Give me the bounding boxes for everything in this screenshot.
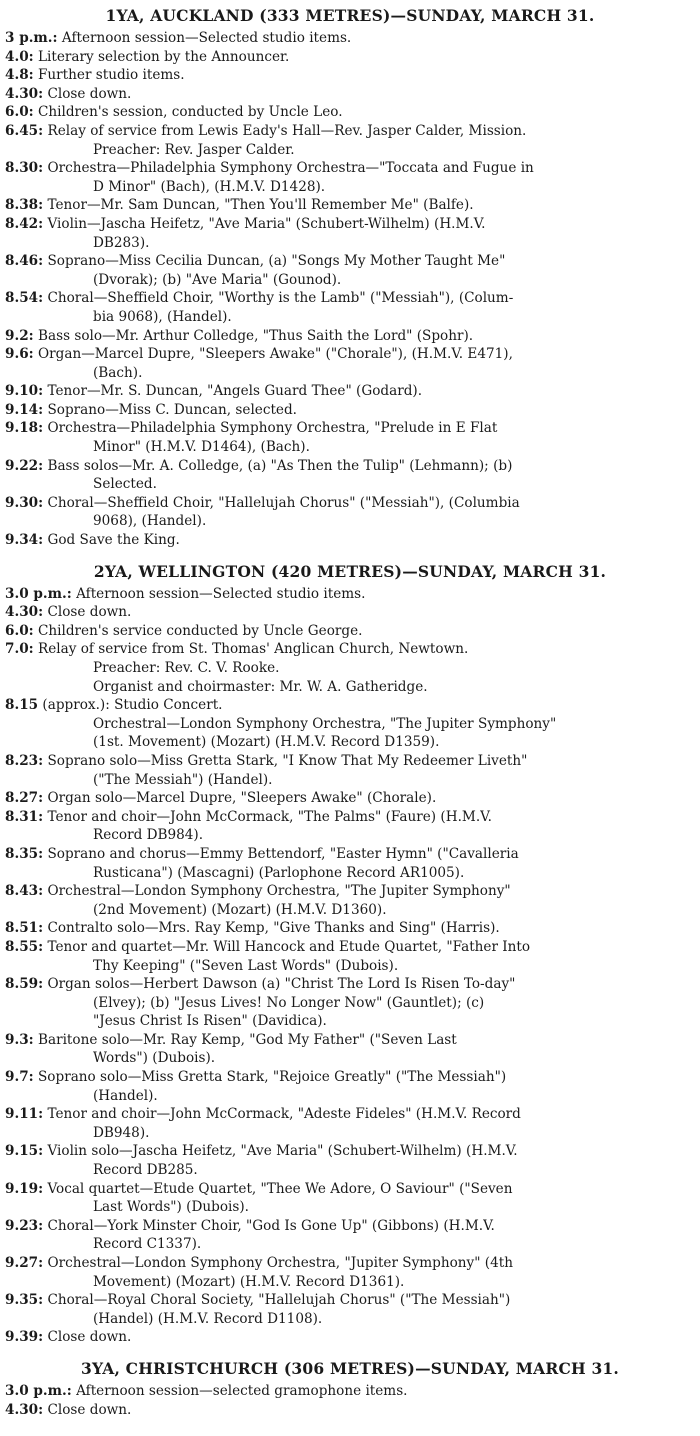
entry-text: Tenor—Mr. Sam Duncan, "Then You'll Remember Me" (Balfe). xyxy=(43,197,474,214)
entry-continuation: Preacher: Rev. C. V. Rooke. xyxy=(93,660,280,676)
entry-first-line xyxy=(5,808,695,827)
entry-text: Orchestral—London Symphony Orchestra, "The Jupiter Symphony" xyxy=(43,883,511,900)
entry-continuation: Words") (Dubois). xyxy=(93,1050,216,1067)
entry-continuation: ("The Messiah") (Handel). xyxy=(93,771,273,788)
entry-time: 8.55: xyxy=(5,938,44,955)
entry-time: 8.38: xyxy=(5,197,44,214)
entry-time: 8.35: xyxy=(5,845,44,862)
entry-time: 8.43: xyxy=(5,883,44,900)
entry-text: Violin solo—Jascha Heifetz, "Ave Maria" (Schubert-Wilhelm) (H.M.V. xyxy=(43,1143,518,1160)
entry-text: Choral—Sheffield Choir, "Worthy is the Lamb" ("Messiah"), (Colum- xyxy=(43,290,514,307)
entry-text: (approx.): Studio Concert. xyxy=(38,697,223,714)
entry-continuation: Thy Keeping" ("Seven Last Words" (Dubois). xyxy=(93,957,399,974)
entry-first-line xyxy=(5,66,695,85)
entry-first-line xyxy=(5,1105,695,1124)
program-entry xyxy=(5,382,695,401)
entry-continuation: Selected. xyxy=(93,476,157,493)
station-heading: 2YA, WELLINGTON (420 METRES)—SUNDAY, MARCH 31. xyxy=(93,561,607,581)
entry-time: 8.31: xyxy=(5,808,44,825)
entry-text: Literary selection by the Announcer. xyxy=(33,48,290,65)
entry-first-line xyxy=(5,1068,695,1087)
program-entry xyxy=(5,85,695,104)
entry-first-line xyxy=(5,196,695,215)
entry-continuation: Last Words") (Dubois). xyxy=(93,1199,249,1216)
entry-first-line xyxy=(5,1401,695,1420)
entry-continuation: bia 9068), (Handel). xyxy=(93,308,232,325)
program-entry xyxy=(5,327,695,346)
program-entry xyxy=(5,196,695,215)
station-section xyxy=(5,562,695,1347)
entry-time: 9.3: xyxy=(5,1031,34,1048)
entry-text: Close down. xyxy=(43,1329,132,1346)
program-entry xyxy=(5,1382,695,1401)
entry-time: 8.42: xyxy=(5,215,44,232)
entry-text: Bass solo—Mr. Arthur Colledge, "Thus Saith the Lord" (Spohr). xyxy=(33,327,474,344)
entry-first-line xyxy=(5,938,695,957)
entry-time: 6.45: xyxy=(5,122,44,139)
entry-continuation: (Dvorak); (b) "Ave Maria" (Gounod). xyxy=(93,271,342,288)
program-entry xyxy=(5,29,695,48)
entry-first-line xyxy=(5,531,695,550)
program-entry xyxy=(5,919,695,938)
entry-first-line xyxy=(5,103,695,122)
entry-time: 3.0 p.m.: xyxy=(5,1382,72,1399)
program-entry xyxy=(5,1180,695,1217)
entry-first-line xyxy=(5,29,695,48)
entry-continuation: 9068), (Handel). xyxy=(93,513,207,530)
program-entry xyxy=(5,159,695,196)
entry-time: 9.27: xyxy=(5,1255,44,1271)
entry-continuation: Rusticana") (Mascagni) (Parlophone Record AR1005). xyxy=(93,864,465,881)
station-section xyxy=(5,1359,695,1419)
entry-time: 9.39: xyxy=(5,1329,44,1346)
entry-text: Relay of service from Lewis Eady's Hall—Rev. Jasper Calder, Mission. xyxy=(43,122,527,139)
entry-time: 9.18: xyxy=(5,420,44,437)
program-entry xyxy=(5,401,695,420)
program-entry xyxy=(5,215,695,252)
entry-text: Soprano—Miss C. Duncan, selected. xyxy=(43,401,297,418)
program-entry xyxy=(5,808,695,845)
program-entry xyxy=(5,457,695,494)
entry-time: 8.54: xyxy=(5,290,44,307)
entry-text: Afternoon session—Selected studio items. xyxy=(57,30,352,46)
entry-first-line xyxy=(5,919,695,938)
entry-time: 3 p.m.: xyxy=(5,30,58,46)
entry-text: Contralto solo—Mrs. Ray Kemp, "Give Thanks and Sing" (Harris). xyxy=(43,920,500,937)
program-entry xyxy=(5,1031,695,1068)
entry-time: 8.15 xyxy=(5,697,39,714)
entry-first-line xyxy=(5,1217,695,1236)
entry-continuation: Preacher: Rev. Jasper Calder. xyxy=(93,141,295,158)
program-entry xyxy=(5,1401,695,1420)
entry-text: Orchestral—London Symphony Orchestra, "Jupiter Symphony" (4th xyxy=(43,1255,513,1271)
entry-continuation: (Handel) (H.M.V. Record D1108). xyxy=(93,1310,323,1327)
entry-continuation: (2nd Movement) (Mozart) (H.M.V. D1360). xyxy=(93,901,387,918)
program-entry xyxy=(5,789,695,808)
entry-time: 8.51: xyxy=(5,920,44,937)
entry-text: Organ—Marcel Dupre, "Sleepers Awake" ("Chorale"), (H.M.V. E471), xyxy=(33,346,513,363)
entry-time: 3.0 p.m.: xyxy=(5,585,72,602)
entry-text: Vocal quartet—Etude Quartet, "Thee We Adore, O Saviour" ("Seven xyxy=(43,1180,513,1197)
entry-first-line xyxy=(5,122,695,141)
program-entry xyxy=(5,845,695,882)
entry-text: Choral—York Minster Choir, "God Is Gone Up" (Gibbons) (H.M.V. xyxy=(43,1217,495,1234)
entry-time: 8.27: xyxy=(5,790,44,807)
entry-text: Close down. xyxy=(43,85,132,102)
entry-first-line xyxy=(5,845,695,864)
entry-first-line xyxy=(5,585,695,604)
entry-text: Soprano—Miss Cecilia Duncan, (a) "Songs My Mother Taught Me" xyxy=(43,253,506,270)
entry-text: Organ solo—Marcel Dupre, "Sleepers Awake" (Chorale). xyxy=(43,790,437,807)
entry-continuation: DB283). xyxy=(93,234,150,251)
entry-time: 4.0: xyxy=(5,48,34,65)
program-entry xyxy=(5,622,695,641)
program-entry xyxy=(5,696,695,752)
entry-first-line xyxy=(5,327,695,346)
entry-time: 9.22: xyxy=(5,457,44,474)
program-entry xyxy=(5,585,695,604)
entry-time: 9.30: xyxy=(5,494,44,511)
entry-text: Children's session, conducted by Uncle Leo. xyxy=(33,104,343,121)
entry-text: Choral—Royal Choral Society, "Hallelujah Chorus" ("The Messiah") xyxy=(43,1292,511,1309)
entry-time: 9.14: xyxy=(5,401,44,418)
entry-time: 9.6: xyxy=(5,346,34,363)
program-entry xyxy=(5,938,695,975)
entry-first-line xyxy=(5,622,695,641)
entry-first-line xyxy=(5,252,695,271)
entry-time: 8.30: xyxy=(5,160,44,177)
program-entry xyxy=(5,103,695,122)
entry-text: Children's service conducted by Uncle George. xyxy=(33,622,363,639)
entry-time: 7.0: xyxy=(5,641,34,658)
entry-continuation: (Handel). xyxy=(93,1087,158,1104)
entry-continuation: "Jesus Christ Is Risen" (Davidica). xyxy=(93,1013,327,1030)
entry-time: 9.7: xyxy=(5,1069,34,1086)
entry-text: God Save the King. xyxy=(43,532,180,549)
entry-first-line xyxy=(5,215,695,234)
program-entry xyxy=(5,494,695,531)
program-entry xyxy=(5,1217,695,1254)
station-heading: 3YA, CHRISTCHURCH (306 METRES)—SUNDAY, MARCH 31. xyxy=(80,1358,620,1378)
entry-first-line xyxy=(5,159,695,178)
entry-text: Close down. xyxy=(43,604,132,621)
entry-time: 4.30: xyxy=(5,85,44,102)
entry-continuation: Organist and choirmaster: Mr. W. A. Gatheridge. xyxy=(93,678,428,695)
entry-text: Soprano solo—Miss Gretta Stark, "I Know That My Redeemer Liveth" xyxy=(43,752,528,769)
entry-first-line xyxy=(5,1180,695,1199)
entry-text: Choral—Sheffield Choir, "Hallelujah Chorus" ("Messiah"), (Columbia xyxy=(43,494,520,511)
entry-text: Baritone solo—Mr. Ray Kemp, "God My Father" ("Seven Last xyxy=(33,1031,457,1048)
entry-time: 9.10: xyxy=(5,383,44,400)
program-entry xyxy=(5,1328,695,1347)
entry-first-line xyxy=(5,1328,695,1347)
entry-first-line xyxy=(5,345,695,364)
entry-first-line xyxy=(5,603,695,622)
entry-text: Tenor and choir—John McCormack, "Adeste Fideles" (H.M.V. Record xyxy=(43,1106,521,1123)
program-entry xyxy=(5,252,695,289)
program-entry xyxy=(5,882,695,919)
entry-first-line xyxy=(5,419,695,438)
program-entry xyxy=(5,122,695,159)
entry-first-line xyxy=(5,1031,695,1050)
entry-first-line xyxy=(5,1382,695,1401)
program-entry xyxy=(5,640,695,696)
program-entry xyxy=(5,1291,695,1328)
station-section xyxy=(5,6,695,550)
entry-text: Bass solos—Mr. A. Colledge, (a) "As Then the Tulip" (Lehmann); (b) xyxy=(43,457,513,474)
entry-continuation: Minor" (H.M.V. D1464), (Bach). xyxy=(93,439,310,456)
station-listings xyxy=(5,6,695,1419)
program-entry xyxy=(5,1142,695,1179)
entry-text: Tenor—Mr. S. Duncan, "Angels Guard Thee" (Godard). xyxy=(43,383,423,400)
entry-time: 8.23: xyxy=(5,752,44,769)
program-entry xyxy=(5,345,695,382)
entry-text: Tenor and choir—John McCormack, "The Palms" (Faure) (H.M.V. xyxy=(43,808,492,825)
entry-first-line xyxy=(5,85,695,104)
entry-text: Afternoon session—Selected studio items. xyxy=(71,585,366,602)
entry-continuation: (Bach). xyxy=(93,364,143,381)
entry-time: 9.2: xyxy=(5,327,34,344)
program-entry xyxy=(5,48,695,67)
entry-time: 4.30: xyxy=(5,604,44,621)
station-heading: 1YA, AUCKLAND (333 METRES)—SUNDAY, MARCH 31. xyxy=(105,6,595,25)
program-entry xyxy=(5,531,695,550)
entry-text: Violin—Jascha Heifetz, "Ave Maria" (Schubert-Wilhelm) (H.M.V. xyxy=(43,215,486,232)
entry-time: 9.15: xyxy=(5,1143,44,1160)
entry-first-line xyxy=(5,1291,695,1310)
entry-continuation: Record DB984). xyxy=(93,827,204,844)
entry-continuation: Movement) (Mozart) (H.M.V. Record D1361). xyxy=(93,1273,405,1290)
entry-continuation: D Minor" (Bach), (H.M.V. D1428). xyxy=(93,178,326,195)
entry-first-line xyxy=(5,789,695,808)
entry-text: Organ solos—Herbert Dawson (a) "Christ The Lord Is Risen To-day" xyxy=(43,976,516,993)
entry-first-line xyxy=(5,48,695,67)
section-spacer xyxy=(5,550,695,558)
entry-first-line xyxy=(5,382,695,401)
entry-text: Orchestra—Philadelphia Symphony Orchestra, "Prelude in E Flat xyxy=(43,420,498,437)
program-entry xyxy=(5,1105,695,1142)
entry-text: Soprano solo—Miss Gretta Stark, "Rejoice Greatly" ("The Messiah") xyxy=(33,1069,507,1086)
program-entry xyxy=(5,66,695,85)
entry-time: 8.59: xyxy=(5,976,44,993)
entry-continuation: Orchestral—London Symphony Orchestra, "The Jupiter Symphony" xyxy=(93,715,557,732)
program-entry xyxy=(5,419,695,456)
entry-time: 6.0: xyxy=(5,622,34,639)
section-spacer xyxy=(5,1347,695,1355)
entry-first-line xyxy=(5,289,695,308)
entry-first-line xyxy=(5,1254,695,1273)
entry-time: 6.0: xyxy=(5,104,34,121)
entry-time: 9.23: xyxy=(5,1217,44,1234)
entry-time: 8.46: xyxy=(5,253,44,270)
entry-first-line xyxy=(5,494,695,513)
entry-time: 9.19: xyxy=(5,1180,44,1197)
entry-time: 4.30: xyxy=(5,1401,44,1418)
entry-first-line xyxy=(5,1142,695,1161)
entry-continuation: Record DB285. xyxy=(93,1162,198,1179)
program-entry xyxy=(5,975,695,1031)
program-entry xyxy=(5,1254,695,1291)
entry-text: Close down. xyxy=(43,1401,132,1418)
entry-continuation: Record C1337). xyxy=(93,1236,202,1253)
entry-text: Further studio items. xyxy=(33,67,185,84)
entry-text: Tenor and quartet—Mr. Will Hancock and Etude Quartet, "Father Into xyxy=(43,938,531,955)
entry-time: 9.34: xyxy=(5,532,44,549)
program-entry xyxy=(5,752,695,789)
program-entry xyxy=(5,289,695,326)
entry-text: Relay of service from St. Thomas' Anglican Church, Newtown. xyxy=(33,641,469,658)
entry-continuation: (Elvey); (b) "Jesus Lives! No Longer Now" (Gauntlet); (c) xyxy=(93,994,485,1011)
entry-text: Orchestra—Philadelphia Symphony Orchestra—"Toccata and Fugue in xyxy=(43,160,534,177)
entry-first-line xyxy=(5,882,695,901)
entry-continuation: DB948). xyxy=(93,1124,150,1141)
entry-time: 9.11: xyxy=(5,1106,44,1123)
entry-text: Soprano and chorus—Emmy Bettendorf, "Easter Hymn" ("Cavalleria xyxy=(43,845,519,862)
entry-continuation: (1st. Movement) (Mozart) (H.M.V. Record D1359). xyxy=(93,734,440,751)
entry-time: 4.8: xyxy=(5,67,34,84)
entry-first-line xyxy=(5,401,695,420)
program-entry xyxy=(5,1068,695,1105)
entry-first-line xyxy=(5,457,695,476)
program-entry xyxy=(5,603,695,622)
entry-first-line xyxy=(5,640,695,659)
entry-text: Afternoon session—selected gramophone items. xyxy=(71,1382,408,1399)
entry-first-line xyxy=(5,696,695,715)
entry-time: 9.35: xyxy=(5,1292,44,1309)
entry-first-line xyxy=(5,752,695,771)
entry-first-line xyxy=(5,975,695,994)
